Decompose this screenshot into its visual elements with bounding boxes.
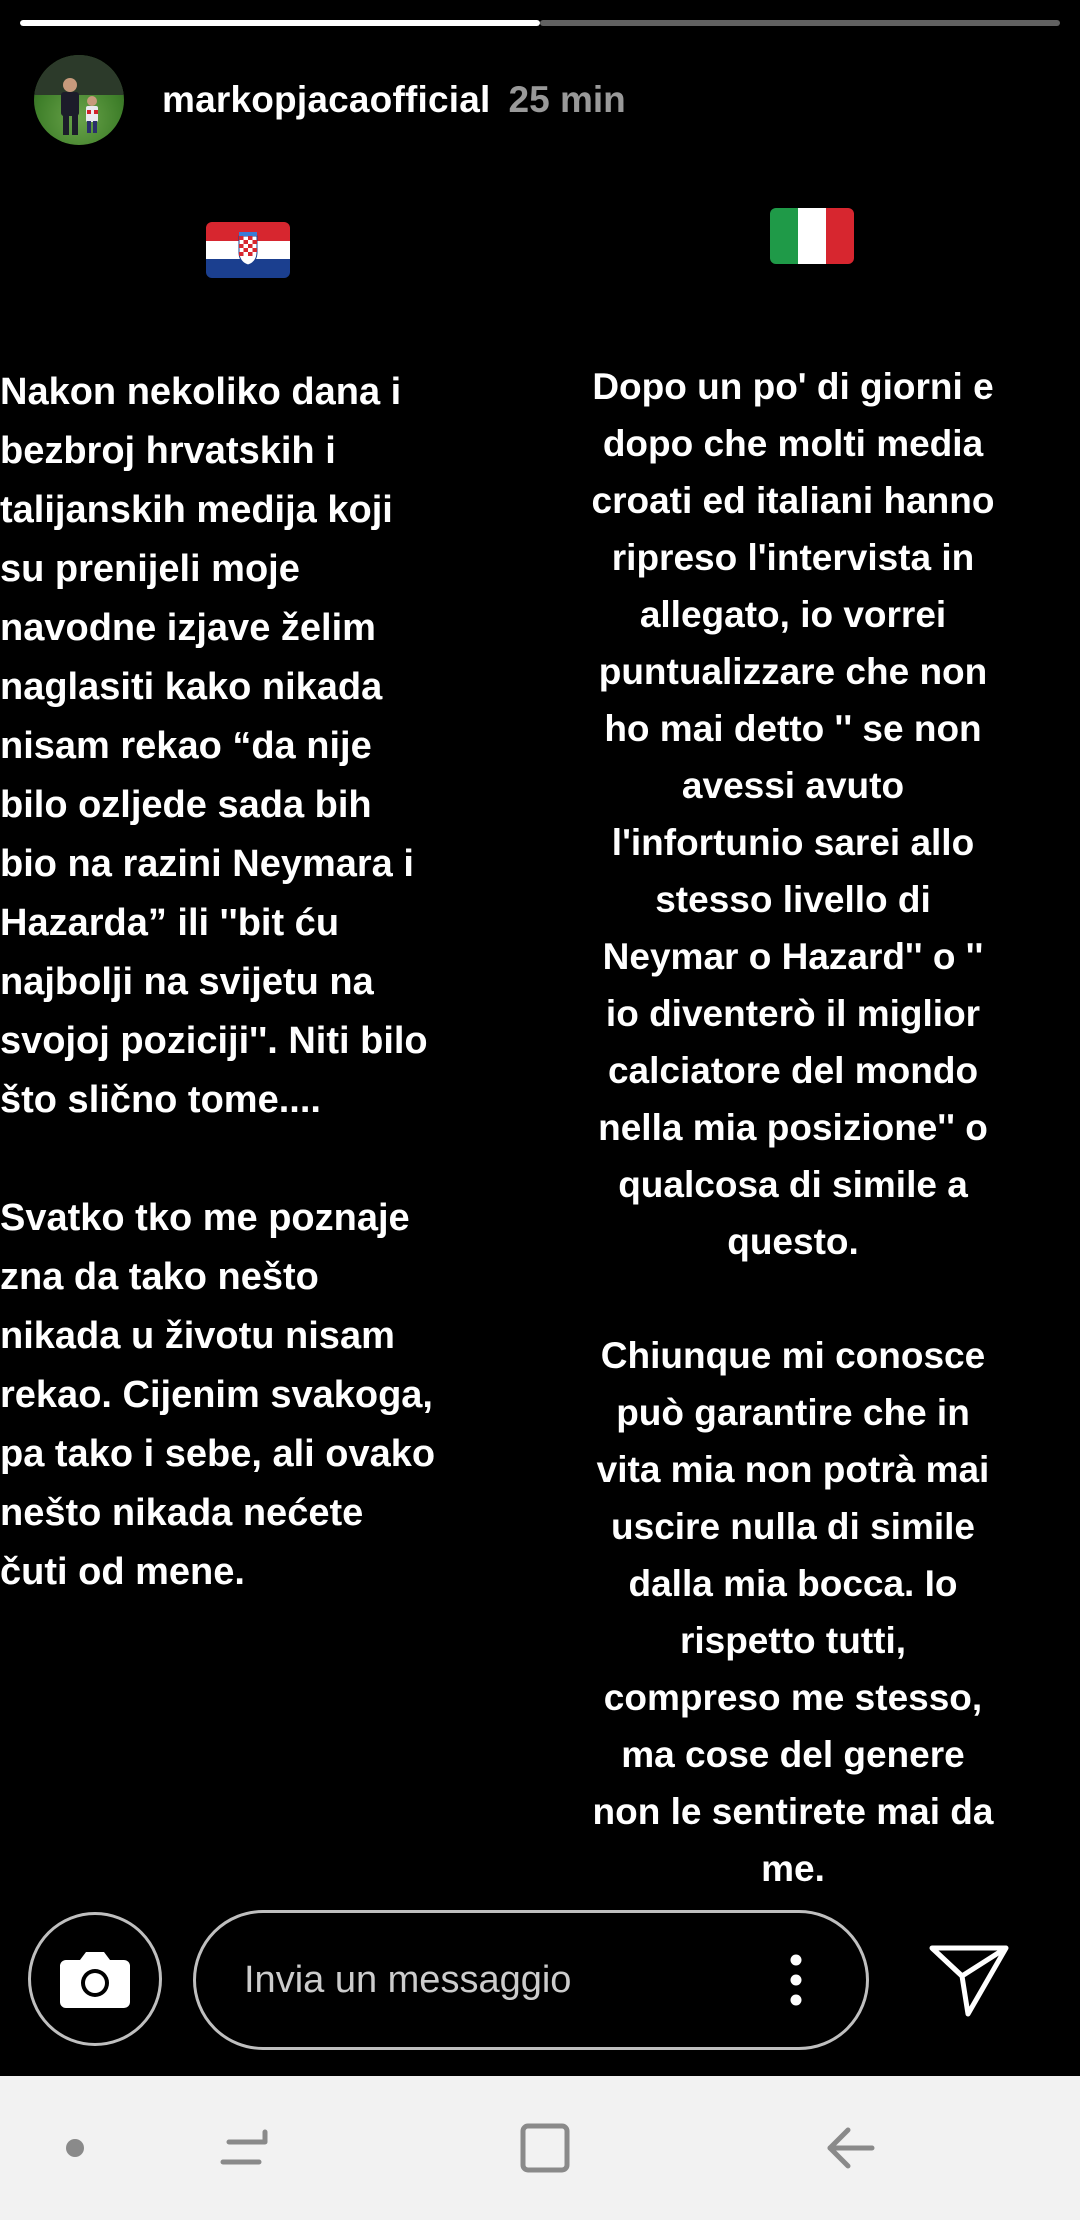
home-icon: [515, 2118, 575, 2178]
progress-segment-1: [20, 20, 540, 26]
nav-dot-icon[interactable]: [40, 2076, 110, 2220]
story-progress: [20, 20, 1060, 26]
message-placeholder: Invia un messaggio: [244, 1958, 572, 2001]
username[interactable]: markopjacaofficial: [162, 79, 491, 120]
back-button[interactable]: [810, 2076, 890, 2220]
send-icon[interactable]: [928, 1940, 1010, 2020]
story-text-italian: Dopo un po' di giorni e dopo che molti media croati ed italiani hanno ripreso l'intervista in allegato, io vorrei puntualizzare che non ho mai detto '' se non avessi avuto l'infortunio sarei allo stesso livello di Neymar o Hazard'' o '' io diventerò il miglior calciatore del mondo nella mia posizione'' o qualcosa di simile a questo. Chiunque mi conosce può garantire che in vita mia non potrà mai uscire nulla di simile dalla mia bocca. Io rispetto tutti, compreso me stesso, ma cose del genere non le sentirete mai da me.: [591, 366, 995, 1889]
story-header: [34, 54, 1050, 146]
camera-icon: [58, 1948, 132, 2010]
system-navigation-bar: [0, 2076, 1080, 2220]
message-input[interactable]: [193, 1910, 869, 2050]
back-icon: [820, 2118, 880, 2178]
croatia-flag-icon: [206, 222, 290, 278]
recent-apps-button[interactable]: [205, 2076, 285, 2220]
story-text-croatian: Nakon nekoliko dana i bezbroj hrvatskih i talijanskih medija koji su prenijeli moje navodne izjave želim naglasiti kako nikada nisam rekao “da nije bilo ozljede sada bih bio na razini Neymara i Hazarda” ili ''bit ću najbolji na svijetu na svojoj poziciji''. Niti bilo što slično tome.... Svatko tko me poznaje zna da tako nešto nikada u životu nisam rekao. Cijenim svakoga, pa tako i sebe, ali ovako nešto nikada nećete čuti od mene.: [0, 371, 436, 1593]
story-timestamp: 25 min: [508, 79, 626, 120]
avatar[interactable]: [34, 55, 124, 145]
progress-segment-2: [540, 20, 1060, 26]
italy-flag-icon: [770, 208, 854, 264]
more-vertical-icon[interactable]: [776, 1950, 816, 2010]
camera-button[interactable]: [28, 1912, 162, 2046]
home-button[interactable]: [505, 2076, 585, 2220]
avatar-photo: [34, 55, 124, 145]
progress-fill-1: [20, 20, 540, 26]
recent-apps-icon: [215, 2118, 275, 2178]
